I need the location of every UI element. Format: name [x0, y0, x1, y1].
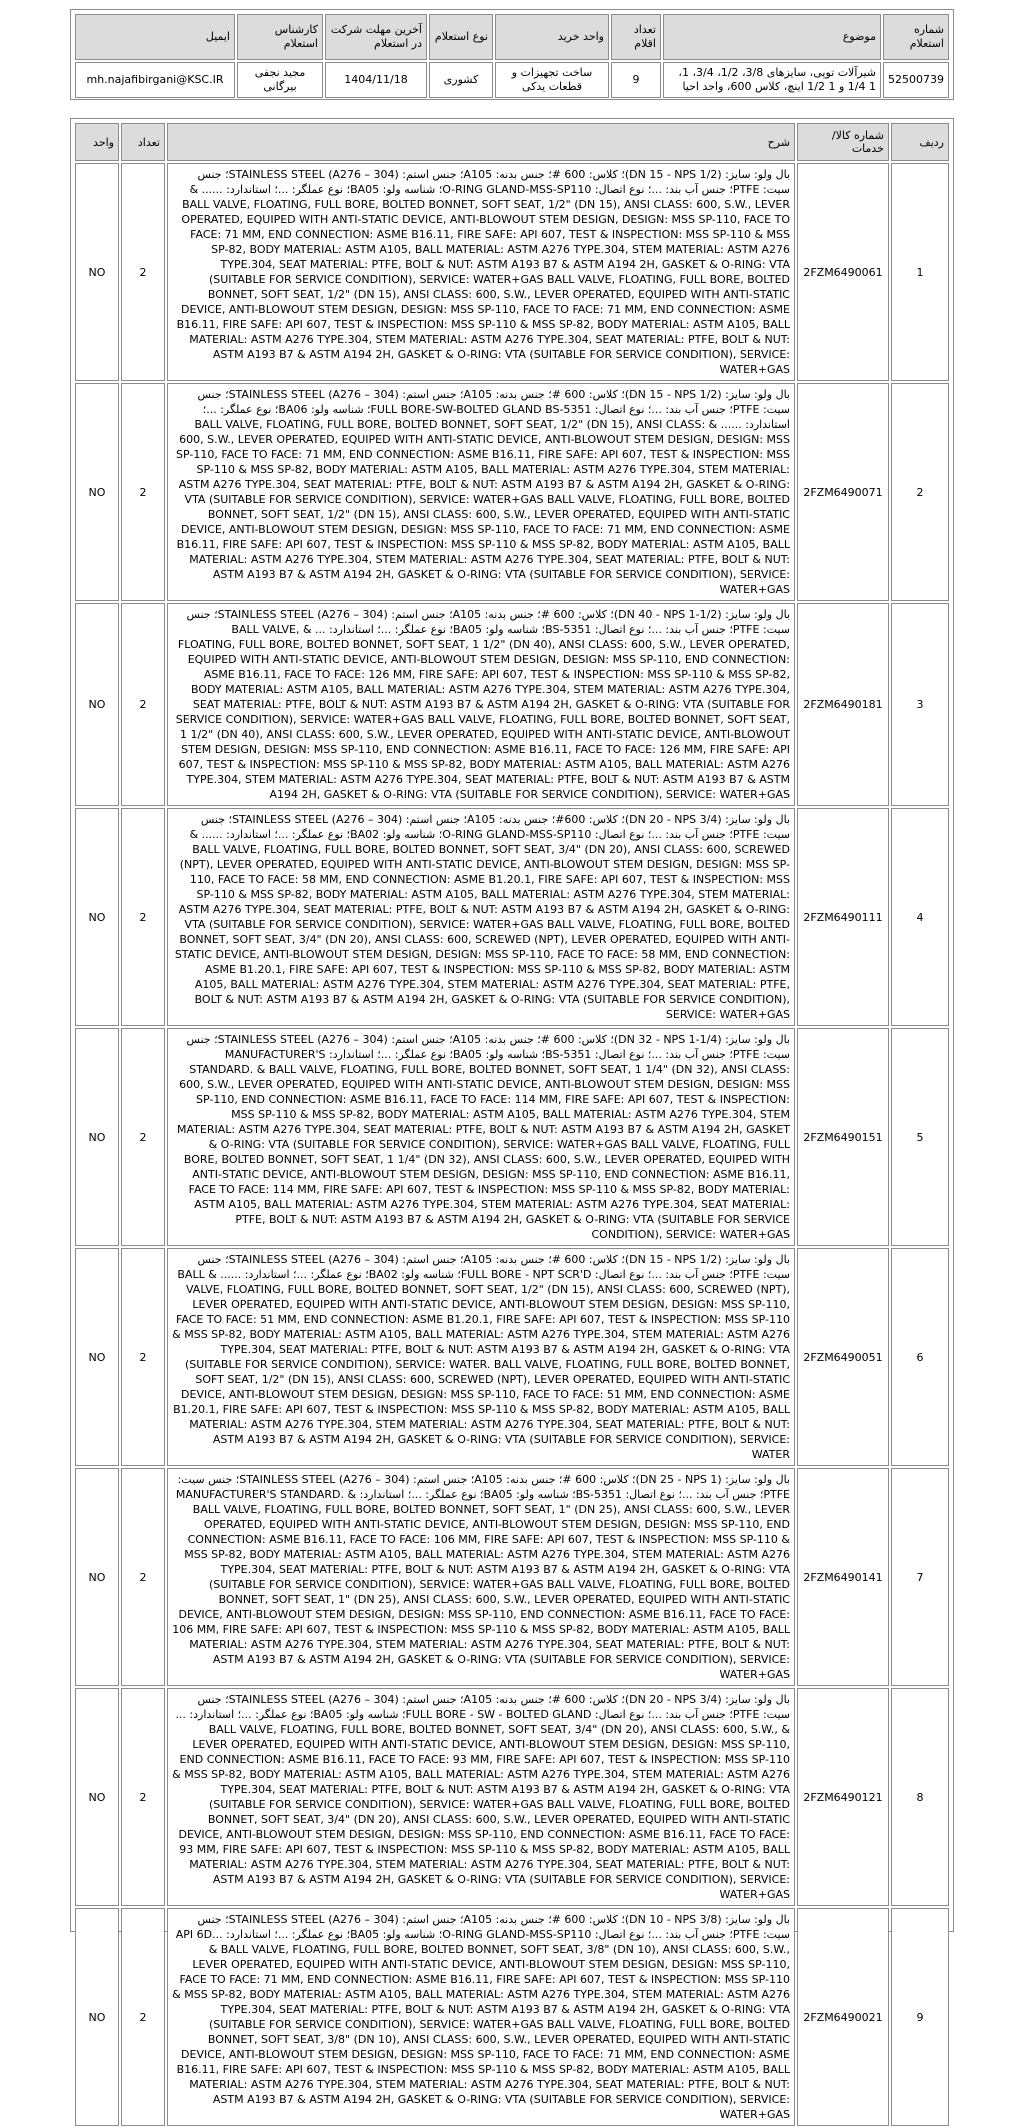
- col-item-count: تعداد اقلام: [611, 14, 661, 60]
- inquiry-expert: مجید نجفی بیرگانی: [237, 62, 323, 98]
- inquiry-subject: شیرآلات توپی، سایزهای 3/8، 1/2، 3/4، 1، 1 1/4 و 1 1/2 اینچ، کلاس 600، واحد احیا: [663, 62, 881, 98]
- item-code: 2FZM6490111: [797, 808, 889, 1026]
- row-number: 1: [891, 163, 949, 381]
- row-number: 5: [891, 1028, 949, 1246]
- inquiry-number: 52500739: [883, 62, 949, 98]
- col-subject: موضوع: [663, 14, 881, 60]
- item-unit: NO: [75, 808, 119, 1026]
- inquiry-header-row: [75, 14, 949, 60]
- table-row: [75, 1688, 949, 1906]
- item-quantity: 2: [121, 163, 165, 381]
- item-code: 2FZM6490151: [797, 1028, 889, 1246]
- table-row: [75, 1248, 949, 1466]
- item-unit: NO: [75, 163, 119, 381]
- table-row: [75, 1908, 949, 2126]
- item-description: بال ولو: سایز: (DN 15 - NPS 1/2)؛ کلاس: 600 #؛ جنس بدنه: A105؛ جنس استم: STAINLESS STEEL (A276 – 304)؛ جنس سیت: PTFE؛ جنس آب بند: ...؛ نوع اتصال: FULL BORE - NPT SCR'D؛ شناسه ولو: BA02؛ نوع عملگر: ...؛ استاندارد: ...... & BALL VALVE, FLOATING, FULL BORE, BOLTED BONNET, SOFT SEAT, 1/2" (DN 15), ANSI CLASS: 600, SCREWED (NPT), LEVER OPERATED, EQUIPED WITH ANTI-STATIC DEVICE, ANTI-BLOWOUT STEM DESIGN, DESIGN: MSS SP-110, FACE TO FACE: 51 MM, END CONNECTION: ASME B1.20.1, FIRE SAFE: API 607, TEST & INSPECTION: MSS SP-110 & MSS SP-82, BODY MATERIAL: ASTM A105, BALL MATERIAL: ASTM A276 TYPE.304, STEM MATERIAL: ASTM A276 TYPE.304, SEAT MATERIAL: PTFE, BOLT & NUT: ASTM A193 B7 & ASTM A194 2H, GASKET & O-RING: VTA (SUITABLE FOR SERVICE CONDITION), SERVICE: WATER. BALL VALVE, FLOATING, FULL BORE, BOLTED BONNET, SOFT SEAT, 1/2" (DN 15), ANSI CLASS: 600, SCREWED (NPT), LEVER OPERATED, EQUIPED WITH ANTI-STATIC DEVICE, ANTI-BLOWOUT STEM DESIGN, DESIGN: MSS SP-110, FACE TO FACE: 51 MM, END CONNECTION: ASME B1.20.1, FIRE SAFE: API 607, TEST & INSPECTION: MSS SP-110 & MSS SP-82, BODY MATERIAL: ASTM A105, BALL MATERIAL: ASTM A276 TYPE.304, STEM MATERIAL: ASTM A276 TYPE.304, SEAT MATERIAL: PTFE, BOLT & NUT: ASTM A193 B7 & ASTM A194 2H, GASKET & O-RING: VTA (SUITABLE FOR SERVICE CONDITION), SERVICE: WATER: [167, 1248, 795, 1466]
- inquiry-email[interactable]: mh.najafibirgani@KSC.IR: [75, 62, 235, 98]
- table-row: [75, 603, 949, 806]
- item-unit: NO: [75, 1688, 119, 1906]
- item-code: 2FZM6490051: [797, 1248, 889, 1466]
- row-number: 7: [891, 1468, 949, 1686]
- item-code: 2FZM6490121: [797, 1688, 889, 1906]
- item-quantity: 2: [121, 1688, 165, 1906]
- items-table: [73, 121, 951, 2128]
- item-quantity: 2: [121, 1468, 165, 1686]
- col-email: ایمیل: [75, 14, 235, 60]
- col-purchase-unit: واحد خرید: [495, 14, 609, 60]
- item-code: 2FZM6490181: [797, 603, 889, 806]
- item-unit: NO: [75, 1468, 119, 1686]
- col-inquiry-number: شماره استعلام: [883, 14, 949, 60]
- items-frame: [70, 118, 954, 2121]
- item-description: بال ولو: سایز: (DN 10 - NPS 3/8)؛ کلاس: 600 #؛ جنس بدنه: A105؛ جنس استم: STAINLESS STEEL (A276 – 304)؛ جنس سیت: PTFE؛ جنس آب بند: ...؛ نوع اتصال: O-RING GLAND-MSS-SP110؛ شناسه ولو: BA05؛ نوع عملگر: ...؛ استاندارد: API 6D... & BALL VALVE, FLOATING, FULL BORE, BOLTED BONNET, SOFT SEAT, 3/8" (DN 10), ANSI CLASS: 600, S.W., LEVER OPERATED, EQUIPED WITH ANTI-STATIC DEVICE, ANTI-BLOWOUT STEM DESIGN, DESIGN: MSS SP-110, FACE TO FACE: 71 MM, END CONNECTION: ASME B16.11, FIRE SAFE: API 607, TEST & INSPECTION: MSS SP-110 & MSS SP-82, BODY MATERIAL: ASTM A105, BALL MATERIAL: ASTM A276 TYPE.304, STEM MATERIAL: ASTM A276 TYPE.304, SEAT MATERIAL: PTFE, BOLT & NUT: ASTM A193 B7 & ASTM A194 2H, GASKET & O-RING: VTA (SUITABLE FOR SERVICE CONDITION), SERVICE: WATER+GAS BALL VALVE, FLOATING, FULL BORE, BOLTED BONNET, SOFT SEAT, 3/8" (DN 10), ANSI CLASS: 600, S.W., LEVER OPERATED, EQUIPED WITH ANTI-STATIC DEVICE, ANTI-BLOWOUT STEM DESIGN, DESIGN: MSS SP-110, FACE TO FACE: 71 MM, END CONNECTION: ASME B16.11, FIRE SAFE: API 607, TEST & INSPECTION: MSS SP-110 & MSS SP-82, BODY MATERIAL: ASTM A105, BALL MATERIAL: ASTM A276 TYPE.304, STEM MATERIAL: ASTM A276 TYPE.304, SEAT MATERIAL: PTFE, BOLT & NUT: ASTM A193 B7 & ASTM A194 2H, GASKET & O-RING: VTA (SUITABLE FOR SERVICE CONDITION), SERVICE: WATER+GAS: [167, 1908, 795, 2126]
- item-description: بال ولو: سایز: (DN 15 - NPS 1/2)؛ کلاس: 600 #؛ جنس بدنه: A105؛ جنس استم: STAINLESS STEEL (A276 – 304)؛ جنس سیت: PTFE؛ جنس آب بند: ...؛ نوع اتصال: O-RING GLAND-MSS-SP110؛ شناسه ولو: BA05؛ نوع عملگر: ...؛ استاندارد: ...... & BALL VALVE, FLOATING, FULL BORE, BOLTED BONNET, SOFT SEAT, 1/2" (DN 15), ANSI CLASS: 600, S.W., LEVER OPERATED, EQUIPED WITH ANTI-STATIC DEVICE, ANTI-BLOWOUT STEM DESIGN, DESIGN: MSS SP-110, FACE TO FACE: 71 MM, END CONNECTION: ASME B16.11, FIRE SAFE: API 607, TEST & INSPECTION: MSS SP-110 & MSS SP-82, BODY MATERIAL: ASTM A105, BALL MATERIAL: ASTM A276 TYPE.304, STEM MATERIAL: ASTM A276 TYPE.304, SEAT MATERIAL: PTFE, BOLT & NUT: ASTM A193 B7 & ASTM A194 2H, GASKET & O-RING: VTA (SUITABLE FOR SERVICE CONDITION), SERVICE: WATER+GAS BALL VALVE, FLOATING, FULL BORE, BOLTED BONNET, SOFT SEAT, 1/2" (DN 15), ANSI CLASS: 600, S.W., LEVER OPERATED, EQUIPED WITH ANTI-STATIC DEVICE, ANTI-BLOWOUT STEM DESIGN, DESIGN: MSS SP-110, FACE TO FACE: 71 MM, END CONNECTION: ASME B16.11, FIRE SAFE: API 607, TEST & INSPECTION: MSS SP-110 & MSS SP-82, BODY MATERIAL: ASTM A105, BALL MATERIAL: ASTM A276 TYPE.304, STEM MATERIAL: ASTM A276 TYPE.304, SEAT MATERIAL: PTFE, BOLT & NUT: ASTM A193 B7 & ASTM A194 2H, GASKET & O-RING: VTA (SUITABLE FOR SERVICE CONDITION), SERVICE: WATER+GAS: [167, 163, 795, 381]
- row-number: 6: [891, 1248, 949, 1466]
- col-inquiry-type: نوع استعلام: [429, 14, 493, 60]
- item-unit: NO: [75, 383, 119, 601]
- inquiry-purchase-unit: ساخت تجهیزات و قطعات یدکی: [495, 62, 609, 98]
- item-code: 2FZM6490141: [797, 1468, 889, 1686]
- inquiry-data-row: [75, 62, 949, 98]
- table-row: [75, 1468, 949, 1686]
- col-unit: واحد: [75, 123, 119, 161]
- inquiry-deadline: 1404/11/18: [325, 62, 427, 98]
- item-quantity: 2: [121, 1028, 165, 1246]
- col-item-code: شماره کالا/خدمات: [797, 123, 889, 161]
- table-row: [75, 1028, 949, 1246]
- item-quantity: 2: [121, 1908, 165, 2126]
- inquiry-type: کشوری: [429, 62, 493, 98]
- item-code: 2FZM6490071: [797, 383, 889, 601]
- item-quantity: 2: [121, 603, 165, 806]
- col-row-number: ردیف: [891, 123, 949, 161]
- item-description: بال ولو: سایز: (DN 15 - NPS 1/2)؛ کلاس: 600 #؛ جنس بدنه: A105؛ جنس استم: STAINLESS STEEL (A276 – 304)؛ جنس سیت: PTFE؛ جنس آب بند: ...؛ نوع اتصال: FULL BORE-SW-BOLTED GLAND BS-5351؛ شناسه ولو: BA06؛ نوع عملگر: ...؛ استاندارد: ...... & BALL VALVE, FLOATING, FULL BORE, BOLTED BONNET, SOFT SEAT, 1/2" (DN 15), ANSI CLASS: 600, S.W., LEVER OPERATED, EQUIPED WITH ANTI-STATIC DEVICE, ANTI-BLOWOUT STEM DESIGN, DESIGN: MSS SP-110, FACE TO FACE: 71 MM, END CONNECTION: ASME B16.11, FIRE SAFE: API 607, TEST & INSPECTION: MSS SP-110 & MSS SP-82, BODY MATERIAL: ASTM A105, BALL MATERIAL: ASTM A276 TYPE.304, STEM MATERIAL: ASTM A276 TYPE.304, SEAT MATERIAL: PTFE, BOLT & NUT: ASTM A193 B7 & ASTM A194 2H, GASKET & O-RING: VTA (SUITABLE FOR SERVICE CONDITION), SERVICE: WATER+GAS BALL VALVE, FLOATING, FULL BORE, BOLTED BONNET, SOFT SEAT, 1/2" (DN 15), ANSI CLASS: 600, S.W., LEVER OPERATED, EQUIPED WITH ANTI-STATIC DEVICE, ANTI-BLOWOUT STEM DESIGN, DESIGN: MSS SP-110, FACE TO FACE: 71 MM, END CONNECTION: ASME B16.11, FIRE SAFE: API 607, TEST & INSPECTION: MSS SP-110 & MSS SP-82, BODY MATERIAL: ASTM A105, BALL MATERIAL: ASTM A276 TYPE.304, STEM MATERIAL: ASTM A276 TYPE.304, SEAT MATERIAL: PTFE, BOLT & NUT: ASTM A193 B7 & ASTM A194 2H, GASKET & O-RING: VTA (SUITABLE FOR SERVICE CONDITION), SERVICE: WATER+GAS: [167, 383, 795, 601]
- item-code: 2FZM6490061: [797, 163, 889, 381]
- item-description: بال ولو: سایز: (DN 32 - NPS 1-1/4)؛ کلاس: 600 #؛ جنس بدنه: A105؛ جنس استم: STAINLESS STEEL (A276 – 304)؛ جنس سیت: PTFE؛ جنس آب بند: ...؛ نوع اتصال: BS-5351؛ شناسه ولو: BA05؛ نوع عملگر: ...؛ استاندارد: MANUFACTURER'S STANDARD. & BALL VALVE, FLOATING, FULL BORE, BOLTED BONNET, SOFT SEAT, 1 1/4" (DN 32), ANSI CLASS: 600, S.W., LEVER OPERATED, EQUIPED WITH ANTI-STATIC DEVICE, ANTI-BLOWOUT STEM DESIGN, DESIGN: MSS SP-110, END CONNECTION: ASME B16.11, FACE TO FACE: 114 MM, FIRE SAFE: API 607, TEST & INSPECTION: MSS SP-110 & MSS SP-82, BODY MATERIAL: ASTM A105, BALL MATERIAL: ASTM A276 TYPE.304, STEM MATERIAL: ASTM A276 TYPE.304, SEAT MATERIAL: PTFE, BOLT & NUT: ASTM A193 B7 & ASTM A194 2H, GASKET & O-RING: VTA (SUITABLE FOR SERVICE CONDITION), SERVICE: WATER+GAS BALL VALVE, FLOATING, FULL BORE, BOLTED BONNET, SOFT SEAT, 1 1/4" (DN 32), ANSI CLASS: 600, S.W., LEVER OPERATED, EQUIPED WITH ANTI-STATIC DEVICE, ANTI-BLOWOUT STEM DESIGN, DESIGN: MSS SP-110, END CONNECTION: ASME B16.11, FACE TO FACE: 114 MM, FIRE SAFE: API 607, TEST & INSPECTION: MSS SP-110 & MSS SP-82, BODY MATERIAL: ASTM A105, BALL MATERIAL: ASTM A276 TYPE.304, STEM MATERIAL: ASTM A276 TYPE.304, SEAT MATERIAL: PTFE, BOLT & NUT: ASTM A193 B7 & ASTM A194 2H, GASKET & O-RING: VTA (SUITABLE FOR SERVICE CONDITION), SERVICE: WATER+GAS: [167, 1028, 795, 1246]
- row-number: 8: [891, 1688, 949, 1906]
- row-number: 9: [891, 1908, 949, 2126]
- col-expert: کارشناس استعلام: [237, 14, 323, 60]
- col-description: شرح: [167, 123, 795, 161]
- row-number: 4: [891, 808, 949, 1026]
- item-quantity: 2: [121, 383, 165, 601]
- item-description: بال ولو: سایز: (DN 25 - NPS 1)؛ کلاس: 600 #؛ جنس بدنه: A105؛ جنس استم: STAINLESS STEEL (A276 – 304)؛ جنس سیت: PTFE؛ جنس آب بند: ...؛ نوع اتصال: BS-5351؛ شناسه ولو: BA05؛ نوع عملگر: ...؛ استاندارد: MANUFACTURER'S STANDARD. & BALL VALVE, FLOATING, FULL BORE, BOLTED BONNET, SOFT SEAT, 1" (DN 25), ANSI CLASS: 600, S.W., LEVER OPERATED, EQUIPED WITH ANTI-STATIC DEVICE, ANTI-BLOWOUT STEM DESIGN, DESIGN: MSS SP-110, END CONNECTION: ASME B16.11, FACE TO FACE: 106 MM, FIRE SAFE: API 607, TEST & INSPECTION: MSS SP-110 & MSS SP-82, BODY MATERIAL: ASTM A105, BALL MATERIAL: ASTM A276 TYPE.304, STEM MATERIAL: ASTM A276 TYPE.304, SEAT MATERIAL: PTFE, BOLT & NUT: ASTM A193 B7 & ASTM A194 2H, GASKET & O-RING: VTA (SUITABLE FOR SERVICE CONDITION), SERVICE: WATER+GAS BALL VALVE, FLOATING, FULL BORE, BOLTED BONNET, SOFT SEAT, 1" (DN 25), ANSI CLASS: 600, S.W., LEVER OPERATED, EQUIPED WITH ANTI-STATIC DEVICE, ANTI-BLOWOUT STEM DESIGN, DESIGN: MSS SP-110, END CONNECTION: ASME B16.11, FACE TO FACE: 106 MM, FIRE SAFE: API 607, TEST & INSPECTION: MSS SP-110 & MSS SP-82, BODY MATERIAL: ASTM A105, BALL MATERIAL: ASTM A276 TYPE.304, STEM MATERIAL: ASTM A276 TYPE.304, SEAT MATERIAL: PTFE, BOLT & NUT: ASTM A193 B7 & ASTM A194 2H, GASKET & O-RING: VTA (SUITABLE FOR SERVICE CONDITION), SERVICE: WATER+GAS: [167, 1468, 795, 1686]
- item-quantity: 2: [121, 1248, 165, 1466]
- item-description: بال ولو: سایز: (DN 20 - NPS 3/4)؛ کلاس: 600#؛ جنس بدنه: A105؛ جنس استم: STAINLESS STEEL (A276 – 304)؛ جنس سیت: PTFE؛ جنس آب بند: ...؛ نوع اتصال: O-RING GLAND-MSS-SP110؛ شناسه ولو: BA02؛ نوع عملگر: ...؛ استاندارد: ...... & BALL VALVE, FLOATING, FULL BORE, BOLTED BONNET, SOFT SEAT, 3/4" (DN 20), ANSI CLASS: 600, SCREWED (NPT), LEVER OPERATED, EQUIPED WITH ANTI-STATIC DEVICE, ANTI-BLOWOUT STEM DESIGN, DESIGN: MSS SP-110, FACE TO FACE: 58 MM, END CONNECTION: ASME B1.20.1, FIRE SAFE: API 607, TEST & INSPECTION: MSS SP-110 & MSS SP-82, BODY MATERIAL: ASTM A105, BALL MATERIAL: ASTM A276 TYPE.304, STEM MATERIAL: ASTM A276 TYPE.304, SEAT MATERIAL: PTFE, BOLT & NUT: ASTM A193 B7 & ASTM A194 2H, GASKET & O-RING: VTA (SUITABLE FOR SERVICE CONDITION), SERVICE: WATER+GAS BALL VALVE, FLOATING, FULL BORE, BOLTED BONNET, SOFT SEAT, 3/4" (DN 20), ANSI CLASS: 600, SCREWED (NPT), LEVER OPERATED, EQUIPED WITH ANTI-STATIC DEVICE, ANTI-BLOWOUT STEM DESIGN, DESIGN: MSS SP-110, FACE TO FACE: 58 MM, END CONNECTION: ASME B1.20.1, FIRE SAFE: API 607, TEST & INSPECTION: MSS SP-110 & MSS SP-82, BODY MATERIAL: ASTM A105, BALL MATERIAL: ASTM A276 TYPE.304, STEM MATERIAL: ASTM A276 TYPE.304, SEAT MATERIAL: PTFE, BOLT & NUT: ASTM A193 B7 & ASTM A194 2H, GASKET & O-RING: VTA (SUITABLE FOR SERVICE CONDITION), SERVICE: WATER+GAS: [167, 808, 795, 1026]
- inquiry-header-table: [73, 12, 951, 100]
- inquiry-item-count: 9: [611, 62, 661, 98]
- inquiry-header-frame: [70, 9, 954, 100]
- col-quantity: تعداد: [121, 123, 165, 161]
- item-description: بال ولو: سایز: (DN 40 - NPS 1-1/2)؛ کلاس: 600 #؛ جنس بدنه: A105؛ جنس استم: STAINLESS STEEL (A276 – 304)؛ جنس سیت: PTFE؛ جنس آب بند: ...؛ نوع اتصال: BS-5351؛ شناسه ولو: BA05؛ نوع عملگر: ...؛ استاندارد: ... & BALL VALVE, FLOATING, FULL BORE, BOLTED BONNET, SOFT SEAT, 1 1/2" (DN 40), ANSI CLASS: 600, S.W., LEVER OPERATED, EQUIPED WITH ANTI-STATIC DEVICE, ANTI-BLOWOUT STEM DESIGN, DESIGN: MSS SP-110, END CONNECTION: ASME B16.11, FACE TO FACE: 126 MM, FIRE SAFE: API 607, TEST & INSPECTION: MSS SP-110 & MSS SP-82, BODY MATERIAL: ASTM A105, BALL MATERIAL: ASTM A276 TYPE.304, STEM MATERIAL: ASTM A276 TYPE.304, SEAT MATERIAL: PTFE, BOLT & NUT: ASTM A193 B7 & ASTM A194 2H, GASKET & O-RING: VTA (SUITABLE FOR SERVICE CONDITION), SERVICE: WATER+GAS BALL VALVE, FLOATING, FULL BORE, BOLTED BONNET, SOFT SEAT, 1 1/2" (DN 40), ANSI CLASS: 600, S.W., LEVER OPERATED, EQUIPED WITH ANTI-STATIC DEVICE, ANTI-BLOWOUT STEM DESIGN, DESIGN: MSS SP-110, END CONNECTION: ASME B16.11, FACE TO FACE: 126 MM, FIRE SAFE: API 607, TEST & INSPECTION: MSS SP-110 & MSS SP-82, BODY MATERIAL: ASTM A105, BALL MATERIAL: ASTM A276 TYPE.304, STEM MATERIAL: ASTM A276 TYPE.304, SEAT MATERIAL: PTFE, BOLT & NUT: ASTM A193 B7 & ASTM A194 2H, GASKET & O-RING: VTA (SUITABLE FOR SERVICE CONDITION), SERVICE: WATER+GAS: [167, 603, 795, 806]
- item-description: بال ولو: سایز: (DN 20 - NPS 3/4)؛ کلاس: 600 #؛ جنس بدنه: A105؛ جنس استم: STAINLESS STEEL (A276 – 304)؛ جنس سیت: PTFE؛ جنس آب بند: ...؛ نوع اتصال: FULL BORE - SW - BOLTED GLAND؛ شناسه ولو: BA05؛ نوع عملگر: ...؛ استاندارد: ... & BALL VALVE, FLOATING, FULL BORE, BOLTED BONNET, SOFT SEAT, 3/4" (DN 20), ANSI CLASS: 600, S.W., LEVER OPERATED, EQUIPED WITH ANTI-STATIC DEVICE, ANTI-BLOWOUT STEM DESIGN, DESIGN: MSS SP-110, END CONNECTION: ASME B16.11, FACE TO FACE: 93 MM, FIRE SAFE: API 607, TEST & INSPECTION: MSS SP-110 & MSS SP-82, BODY MATERIAL: ASTM A105, BALL MATERIAL: ASTM A276 TYPE.304, STEM MATERIAL: ASTM A276 TYPE.304, SEAT MATERIAL: PTFE, BOLT & NUT: ASTM A193 B7 & ASTM A194 2H, GASKET & O-RING: VTA (SUITABLE FOR SERVICE CONDITION), SERVICE: WATER+GAS BALL VALVE, FLOATING, FULL BORE, BOLTED BONNET, SOFT SEAT, 3/4" (DN 20), ANSI CLASS: 600, S.W., LEVER OPERATED, EQUIPED WITH ANTI-STATIC DEVICE, ANTI-BLOWOUT STEM DESIGN, DESIGN: MSS SP-110, END CONNECTION: ASME B16.11, FACE TO FACE: 93 MM, FIRE SAFE: API 607, TEST & INSPECTION: MSS SP-110 & MSS SP-82, BODY MATERIAL: ASTM A105, BALL MATERIAL: ASTM A276 TYPE.304, STEM MATERIAL: ASTM A276 TYPE.304, SEAT MATERIAL: PTFE, BOLT & NUT: ASTM A193 B7 & ASTM A194 2H, GASKET & O-RING: VTA (SUITABLE FOR SERVICE CONDITION), SERVICE: WATER+GAS: [167, 1688, 795, 1906]
- item-quantity: 2: [121, 808, 165, 1026]
- item-code: 2FZM6490021: [797, 1908, 889, 2126]
- table-row: [75, 163, 949, 381]
- item-unit: NO: [75, 1248, 119, 1466]
- row-number: 3: [891, 603, 949, 806]
- items-header-row: [75, 123, 949, 161]
- table-row: [75, 808, 949, 1026]
- item-unit: NO: [75, 603, 119, 806]
- item-unit: NO: [75, 1028, 119, 1246]
- col-deadline: آخرین مهلت شرکت در استعلام: [325, 14, 427, 60]
- table-row: [75, 383, 949, 601]
- row-number: 2: [891, 383, 949, 601]
- item-unit: NO: [75, 1908, 119, 2126]
